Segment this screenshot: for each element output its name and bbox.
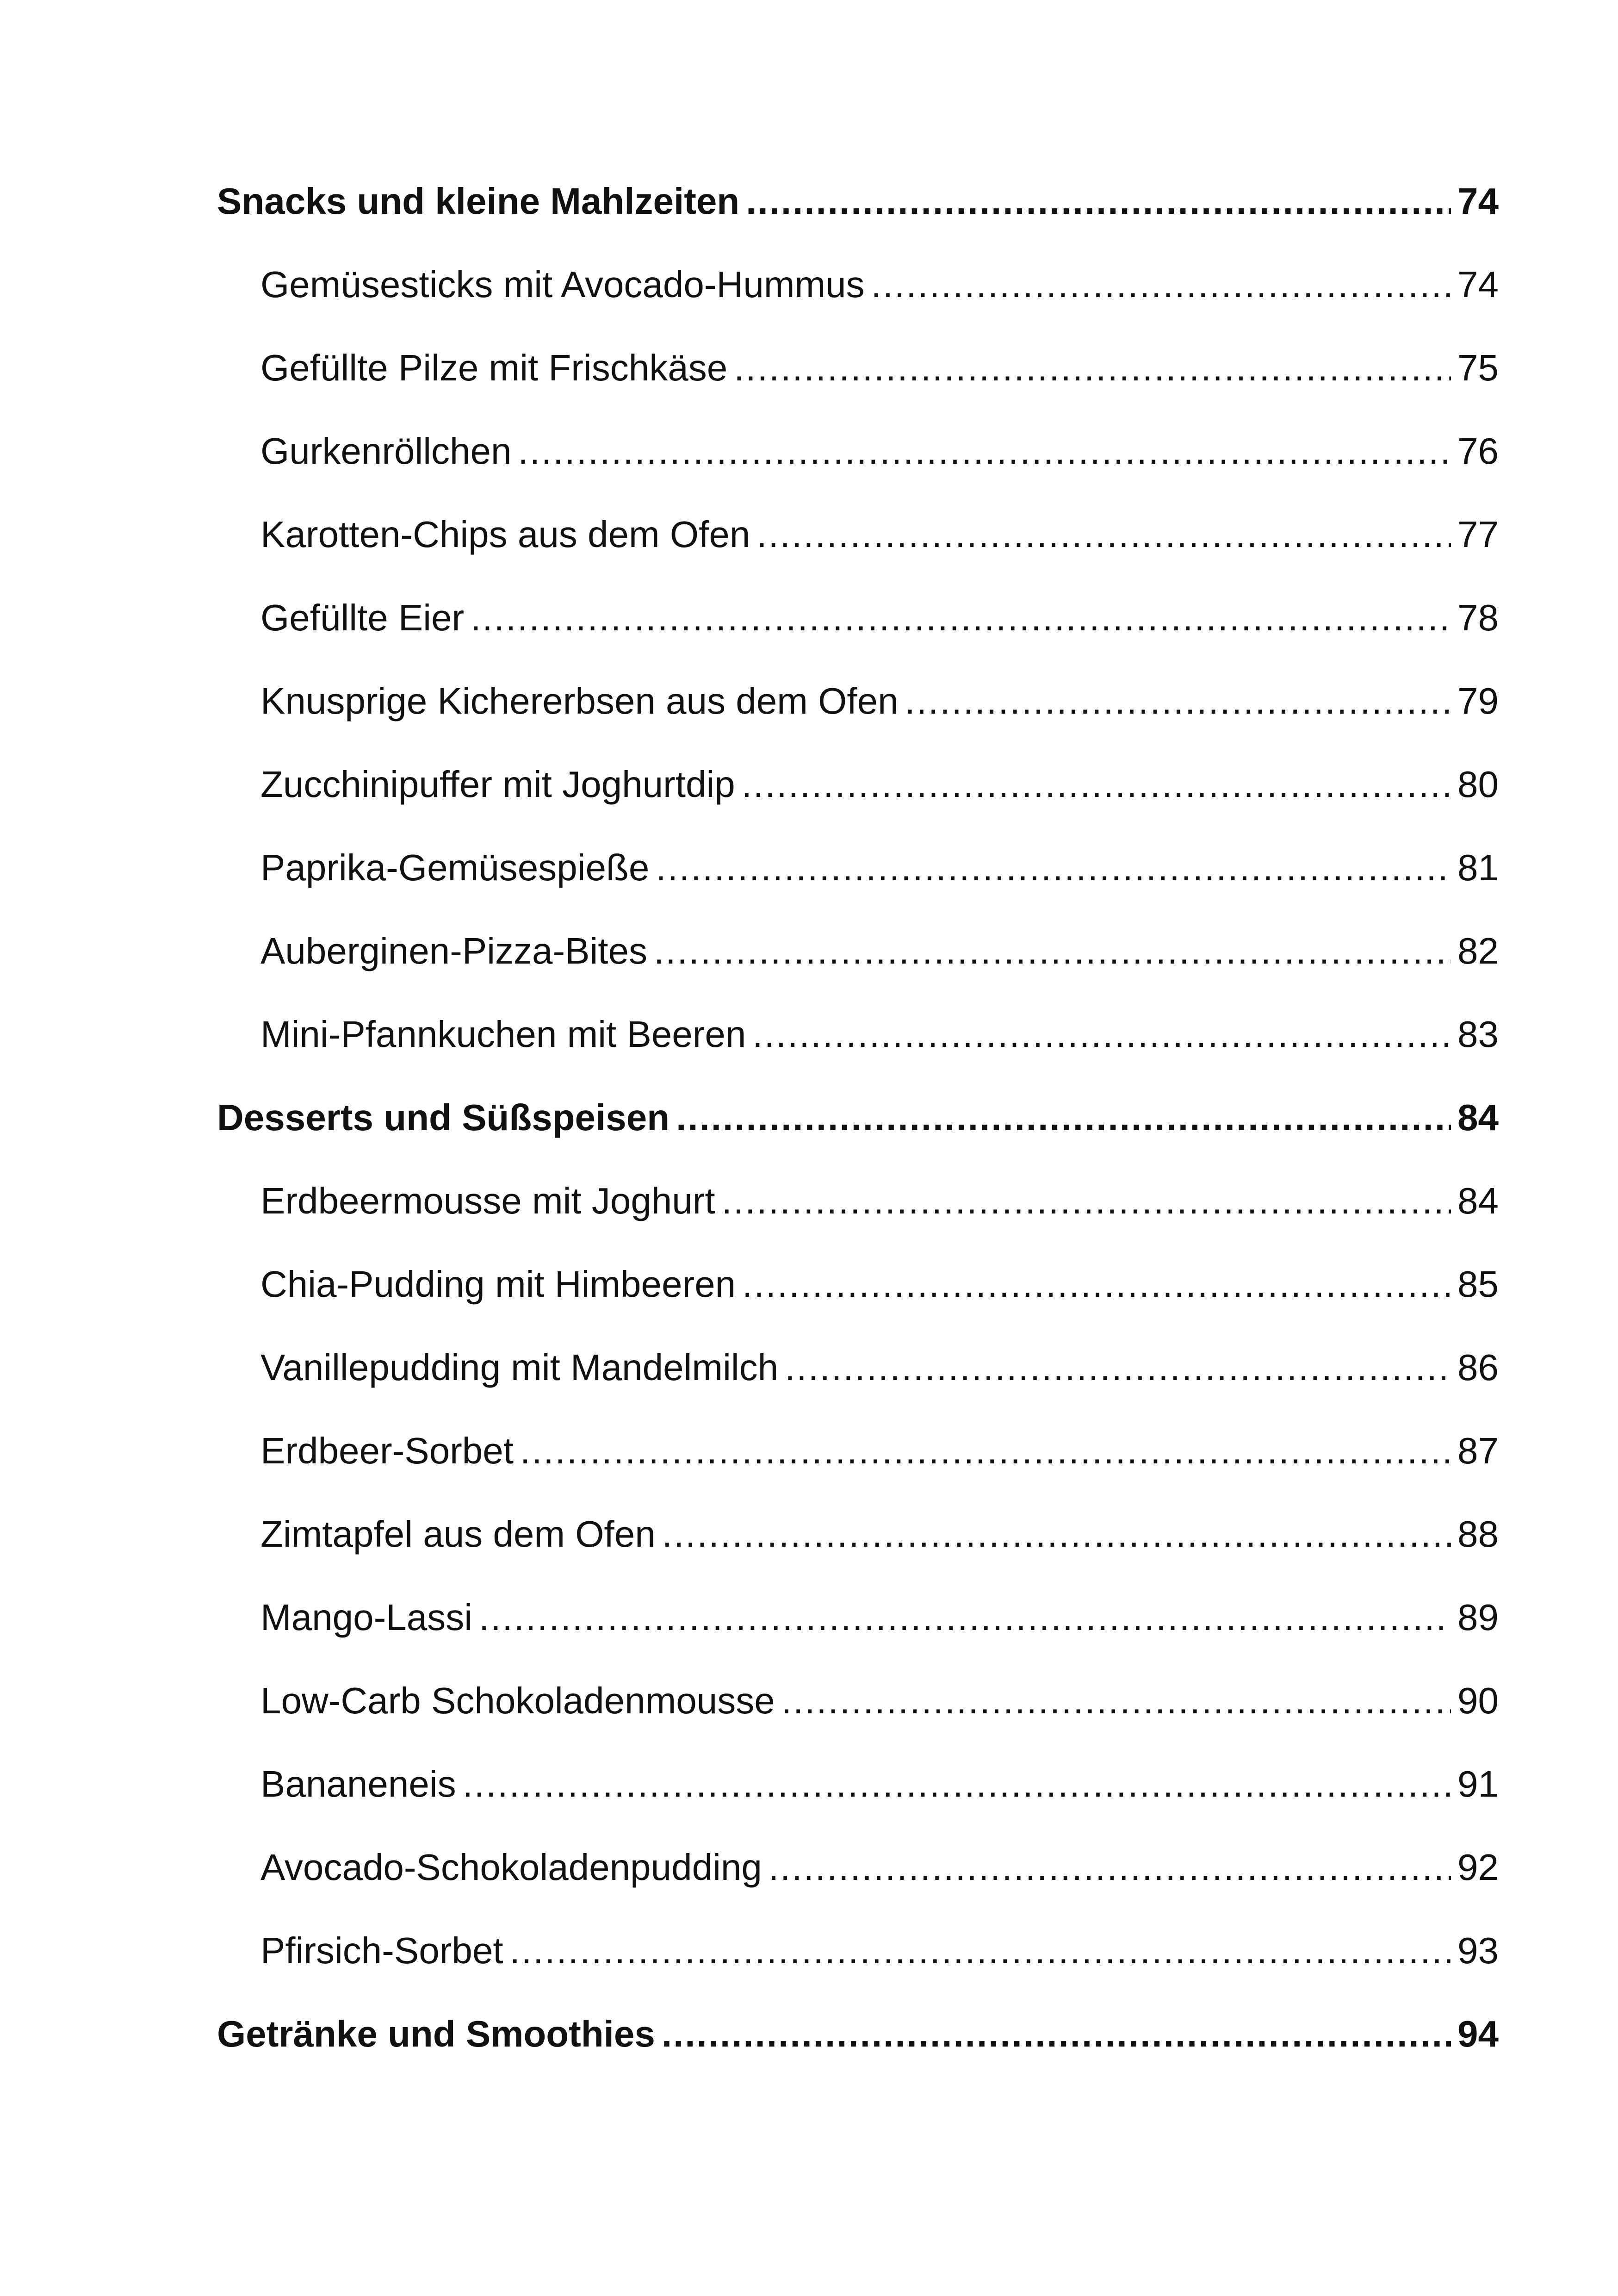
toc-entry-row[interactable]	[217, 326, 1499, 410]
toc-dot-leader	[781, 1659, 1451, 1742]
toc-page-number: 84	[1457, 1097, 1499, 1138]
toc-entry-title: Avocado-Schokoladenpudding	[260, 1847, 762, 1888]
toc-entry-title: Erdbeer-Sorbet	[260, 1430, 514, 1471]
toc-page-number: 85	[1457, 1263, 1499, 1305]
toc-entry-title: Gurkenröllchen	[260, 430, 512, 472]
toc-section-row[interactable]	[217, 160, 1499, 243]
toc-dot-leader	[871, 243, 1451, 326]
toc-entry-row[interactable]	[217, 826, 1499, 909]
toc-page-number: 82	[1457, 930, 1499, 971]
toc-page-number: 80	[1457, 764, 1499, 805]
toc-dot-leader	[756, 493, 1451, 576]
toc-entry-row[interactable]	[217, 1742, 1499, 1826]
toc-entry-row[interactable]	[217, 1159, 1499, 1243]
toc-entry-title: Gefüllte Pilze mit Frischkäse	[260, 347, 728, 388]
toc-section-row[interactable]	[217, 1076, 1499, 1159]
toc-entry-title: Knusprige Kichererbsen aus dem Ofen	[260, 680, 899, 722]
toc-dot-leader	[905, 660, 1451, 743]
toc-page-number: 94	[1457, 2013, 1499, 2054]
toc-entry-title: Bananeneis	[260, 1763, 456, 1804]
toc-dot-leader	[518, 410, 1451, 493]
toc-dot-leader	[769, 1826, 1451, 1909]
toc-entry-title: Zucchinipuffer mit Joghurtdip	[260, 764, 735, 805]
toc-dot-leader	[742, 743, 1451, 826]
toc-page-number: 76	[1457, 430, 1499, 472]
toc-entry-title: Paprika-Gemüsespieße	[260, 847, 650, 888]
toc-entry-row[interactable]	[217, 1909, 1499, 1992]
toc-dot-leader	[471, 576, 1451, 660]
toc-entry-title: Karotten-Chips aus dem Ofen	[260, 514, 750, 555]
toc-page-number: 93	[1457, 1930, 1499, 1971]
toc-entry-row[interactable]	[217, 1243, 1499, 1326]
toc-page-number: 75	[1457, 347, 1499, 388]
toc-entry-row[interactable]	[217, 1659, 1499, 1742]
toc-entry-title: Gefüllte Eier	[260, 597, 465, 638]
toc-entry-title: Mango-Lassi	[260, 1597, 473, 1638]
toc-entry-row[interactable]	[217, 1409, 1499, 1493]
table-of-contents	[217, 160, 1499, 2076]
toc-page-number: 90	[1457, 1680, 1499, 1721]
toc-entry-title: Low-Carb Schokoladenmousse	[260, 1680, 775, 1721]
toc-entry-title: Zimtapfel aus dem Ofen	[260, 1513, 656, 1555]
toc-entry-title: Vanillepudding mit Mandelmilch	[260, 1347, 779, 1388]
toc-entry-title: Chia-Pudding mit Himbeeren	[260, 1263, 736, 1305]
toc-dot-leader	[734, 326, 1451, 410]
toc-entry-row[interactable]	[217, 1326, 1499, 1409]
toc-entry-row[interactable]	[217, 410, 1499, 493]
toc-page-number: 74	[1457, 180, 1499, 222]
toc-dot-leader	[520, 1409, 1451, 1493]
toc-page-number: 91	[1457, 1763, 1499, 1804]
toc-dot-leader	[746, 160, 1451, 243]
toc-entry-title: Erdbeermousse mit Joghurt	[260, 1180, 715, 1221]
toc-page-number: 89	[1457, 1597, 1499, 1638]
toc-dot-leader	[479, 1576, 1451, 1659]
toc-dot-leader	[722, 1159, 1451, 1243]
toc-entry-row[interactable]	[217, 660, 1499, 743]
toc-section-title: Desserts und Süßspeisen	[217, 1097, 670, 1138]
toc-entry-title: Mini-Pfannkuchen mit Beeren	[260, 1014, 746, 1055]
toc-dot-leader	[785, 1326, 1451, 1409]
toc-entry-title: Auberginen-Pizza-Bites	[260, 930, 647, 971]
toc-entry-row[interactable]	[217, 1826, 1499, 1909]
toc-page-number: 77	[1457, 514, 1499, 555]
toc-page-number: 87	[1457, 1430, 1499, 1471]
toc-entry-row[interactable]	[217, 743, 1499, 826]
toc-page-number: 84	[1457, 1180, 1499, 1221]
toc-dot-leader	[752, 993, 1451, 1076]
toc-dot-leader	[662, 1493, 1451, 1576]
toc-entry-title: Gemüsesticks mit Avocado-Hummus	[260, 264, 865, 305]
toc-dot-leader	[463, 1742, 1451, 1826]
toc-dot-leader	[662, 1992, 1451, 2076]
toc-entry-row[interactable]	[217, 493, 1499, 576]
toc-page-number: 81	[1457, 847, 1499, 888]
toc-dot-leader	[510, 1909, 1451, 1992]
toc-page-number: 86	[1457, 1347, 1499, 1388]
toc-dot-leader	[676, 1076, 1451, 1159]
toc-entry-row[interactable]	[217, 1576, 1499, 1659]
toc-entry-row[interactable]	[217, 576, 1499, 660]
toc-entry-row[interactable]	[217, 993, 1499, 1076]
toc-page-number: 83	[1457, 1014, 1499, 1055]
toc-section-title: Getränke und Smoothies	[217, 2013, 655, 2054]
toc-entry-row[interactable]	[217, 1493, 1499, 1576]
toc-dot-leader	[654, 909, 1451, 993]
toc-section-title: Snacks und kleine Mahlzeiten	[217, 180, 740, 222]
toc-dot-leader	[656, 826, 1451, 909]
toc-page-number: 88	[1457, 1513, 1499, 1555]
toc-entry-row[interactable]	[217, 909, 1499, 993]
toc-page-number: 79	[1457, 680, 1499, 722]
toc-section-row[interactable]	[217, 1992, 1499, 2076]
toc-entry-title: Pfirsich-Sorbet	[260, 1930, 503, 1971]
toc-entry-row[interactable]	[217, 243, 1499, 326]
toc-page-number: 92	[1457, 1847, 1499, 1888]
toc-dot-leader	[742, 1243, 1451, 1326]
toc-page-number: 74	[1457, 264, 1499, 305]
toc-page-number: 78	[1457, 597, 1499, 638]
